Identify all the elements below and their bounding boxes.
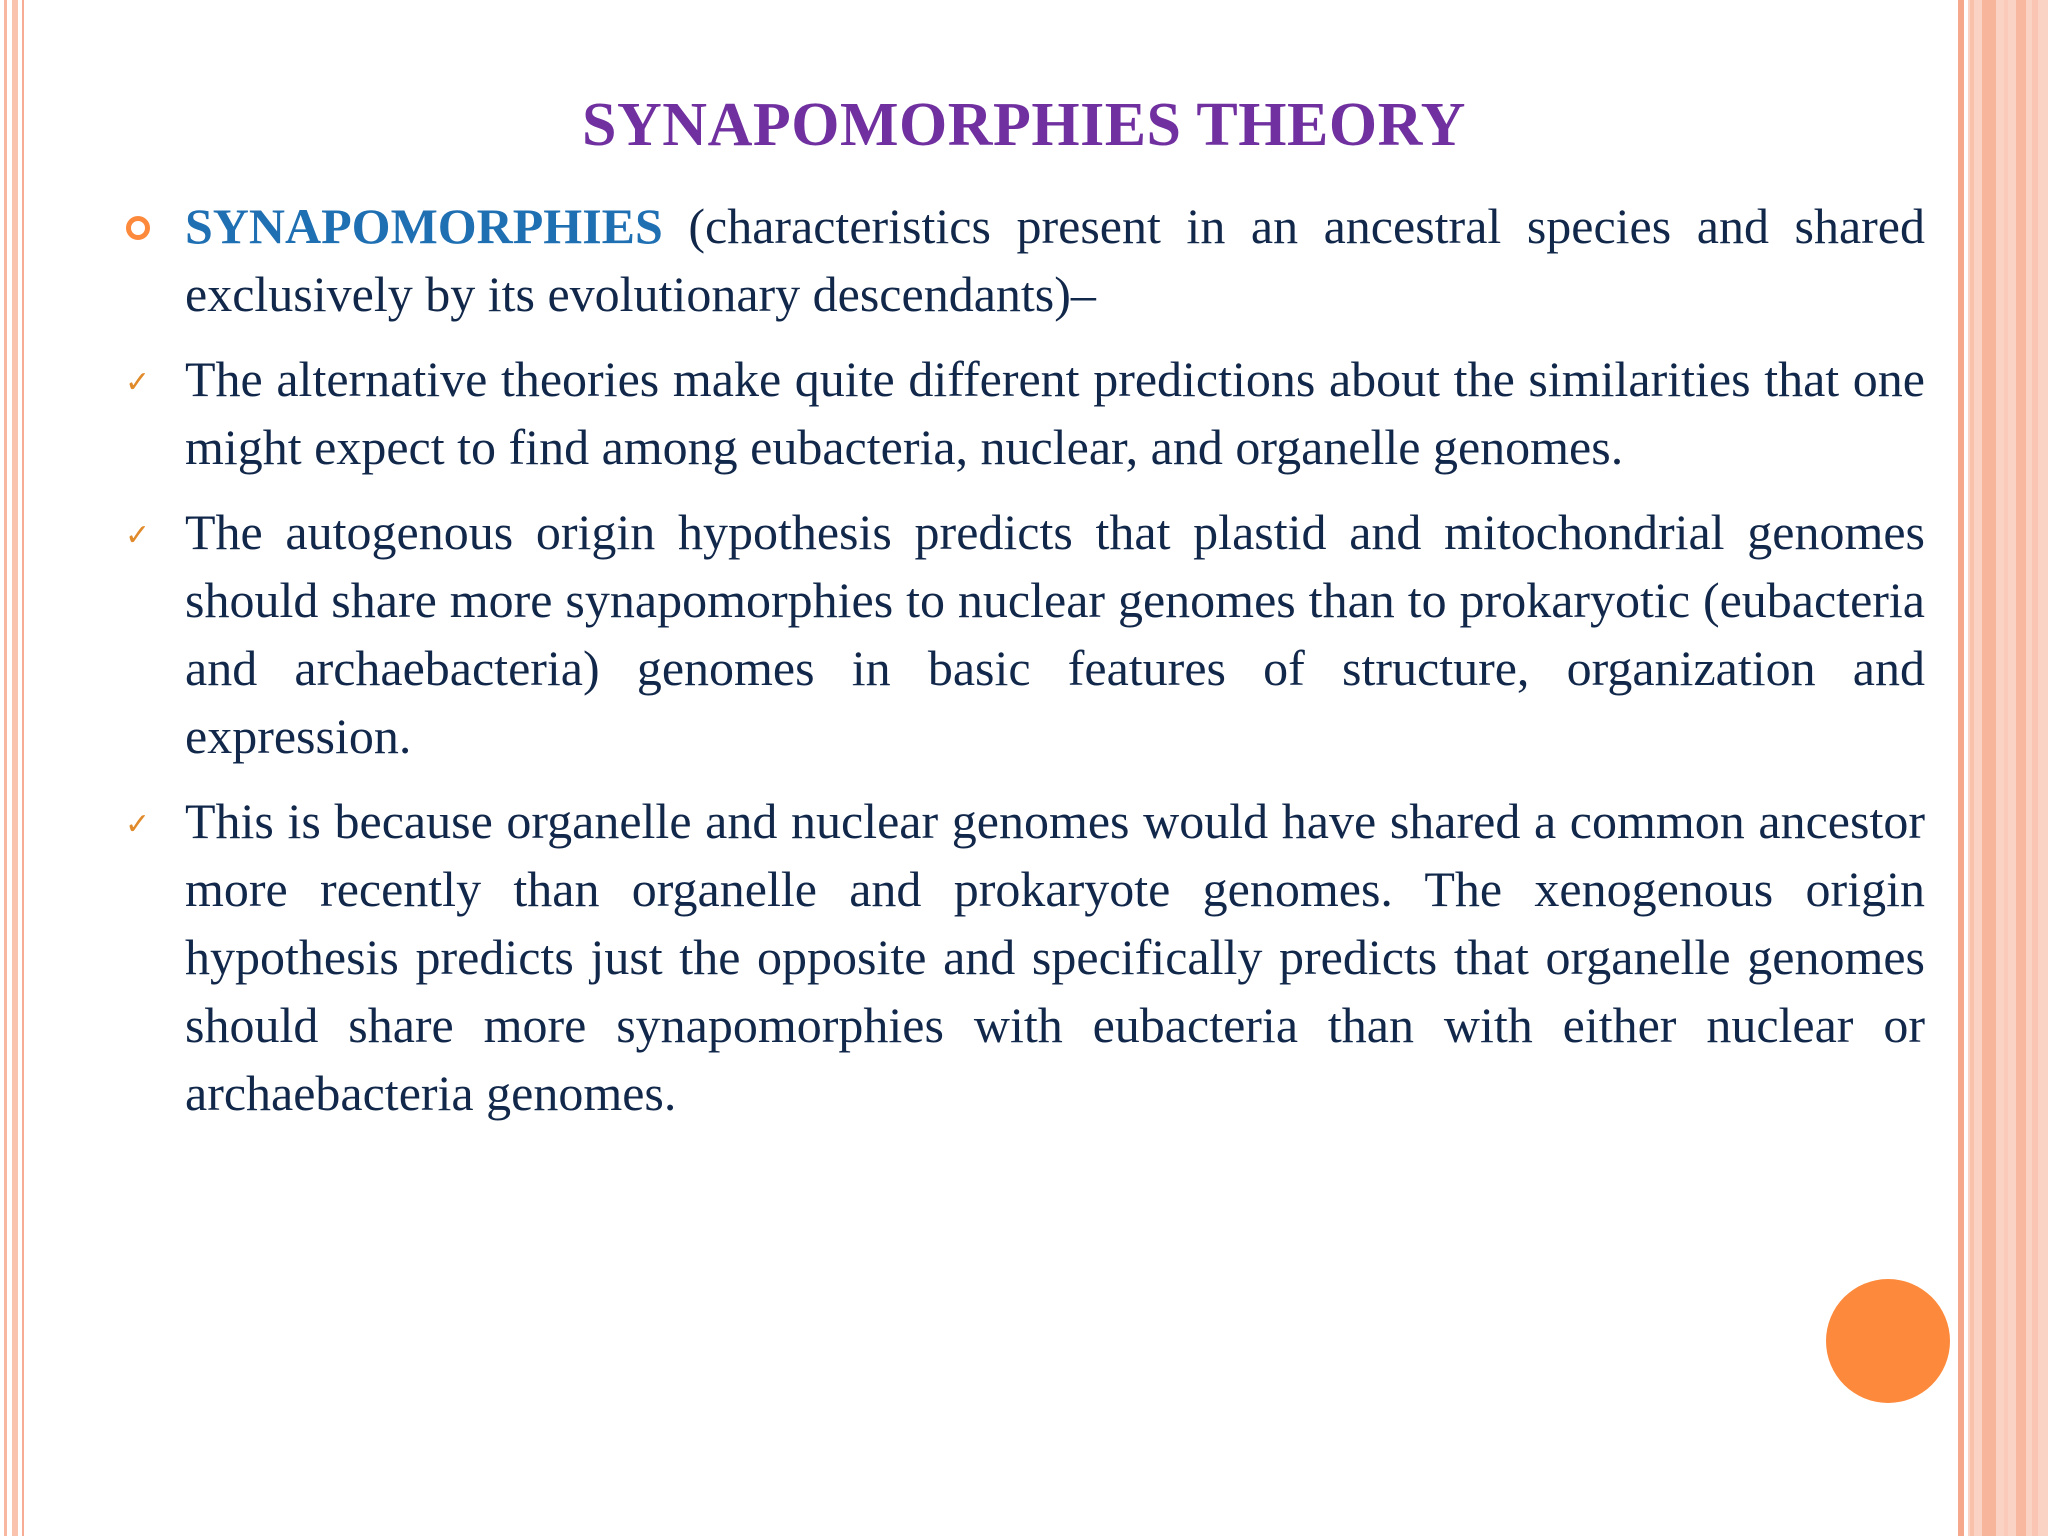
check-mark-icon: ✓: [125, 807, 151, 842]
highlighted-term: SYNAPOMORPHIES: [185, 198, 663, 254]
right-border-stripe: [1958, 0, 1964, 1536]
bullet-item: [125, 498, 1925, 770]
bullet-text: The autogenous origin hypothesis predicts that plastid and mitochondrial genomes should share more synapomorphies to nuclear genomes than to prokaryotic (eubacteria and archaebacteria) genomes in basic features of structure, organization and expression.: [185, 504, 1925, 764]
bullet-item: [125, 787, 1925, 1127]
left-border-line: [12, 0, 18, 1536]
right-border-stripe: [2004, 0, 2008, 1536]
slide-title: SYNAPOMORPHIES THEORY: [582, 91, 1466, 159]
intro-paragraph: [185, 192, 1925, 328]
right-border-stripe: [2016, 0, 2026, 1536]
hollow-circle-bullet-icon: [126, 216, 150, 240]
bullet-text: This is because organelle and nuclear genomes would have shared a common ancestor more recently than organelle and prokaryote genomes. The xenogenous origin hypothesis predicts just the opposite and specifically predicts that organelle genomes should share more synapomorphies with eubacteria than with either nuclear or archaebacteria genomes.: [185, 793, 1925, 1121]
check-mark-icon: ✓: [125, 365, 151, 400]
right-border-stripe: [2032, 0, 2038, 1536]
left-border-line: [4, 0, 7, 1536]
check-mark-icon: ✓: [125, 518, 151, 553]
bullet-text: The alternative theories make quite different predictions about the similarities that one might expect to find among eubacteria, nuclear, and organelle genomes.: [185, 351, 1925, 475]
left-border-line: [22, 0, 24, 1536]
right-border-stripe: [1970, 0, 1974, 1536]
bullet-item: [125, 345, 1925, 481]
slide-body: [125, 192, 1925, 1144]
orange-circle-decoration: [1826, 1279, 1950, 1403]
right-border-stripe: [1982, 0, 1996, 1536]
intro-text: (characteristics present in an ancestral species and shared exclusively by its evolutionary descendants)–: [185, 198, 1925, 322]
